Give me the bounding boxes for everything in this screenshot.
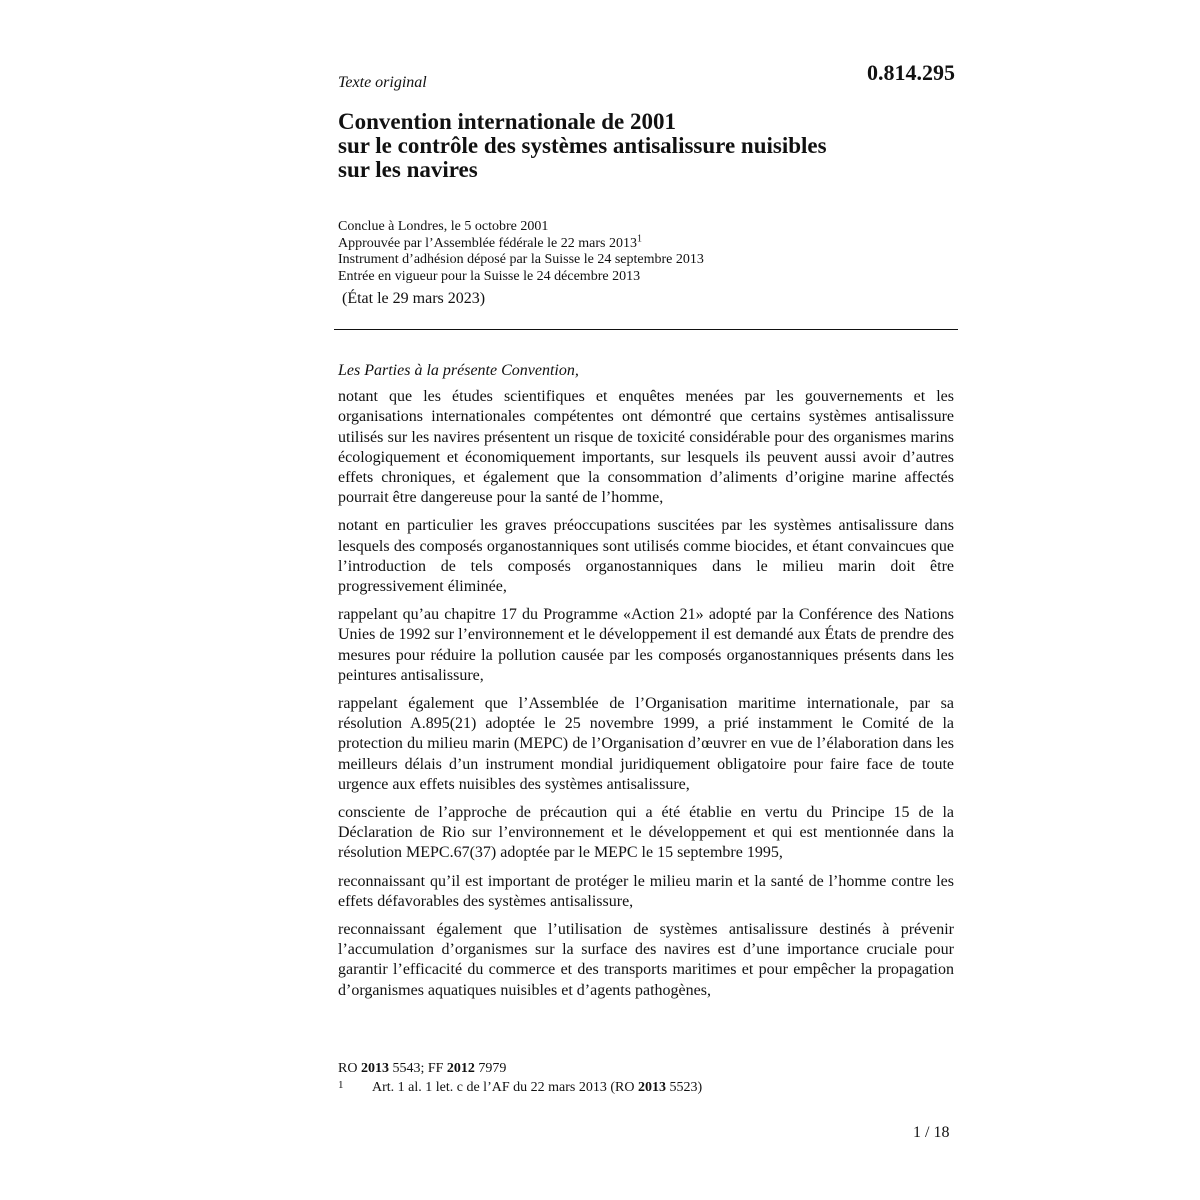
document-metadata xyxy=(338,219,704,285)
ro-year: 2013 xyxy=(360,1061,389,1076)
preamble-paragraph: rappelant également que l’Assemblée de l’Organisation maritime internationale, par sa résolution A.895(21) adoptée le 25 novembre 1999, a prié instamment le Comité de la protection du milieu marin (MEPC) de l’Organisation d’œuvrer en vue de l’élaboration dans les meilleurs délais d’un instrument mondial juridiquement obligatoire pour faire face de toute urgence aux effets nuisibles des systèmes antisalissure, xyxy=(338,695,954,793)
preamble xyxy=(338,361,954,1009)
title-line: sur les navires xyxy=(338,157,478,182)
approved-text: Approuvée par l’Assemblée fédérale le 22 mars 2013 xyxy=(338,235,637,251)
title-line: Convention internationale de 2001 xyxy=(338,109,676,134)
footnote xyxy=(338,1078,702,1097)
instrument-line: Instrument d’adhésion déposé par la Suisse le 24 septembre 2013 xyxy=(338,252,704,267)
footnotes xyxy=(338,1059,702,1097)
title-line: sur le contrôle des systèmes antisalissure nuisibles xyxy=(338,133,827,158)
footnote-number: 1 xyxy=(338,1079,344,1091)
page-number: 1 / 18 xyxy=(913,1124,950,1141)
concluded-line: Conclue à Londres, le 5 octobre 2001 xyxy=(338,219,549,234)
document-title xyxy=(338,110,938,182)
original-text-label: Texte original xyxy=(338,74,427,91)
preamble-paragraph: notant que les études scientifiques et enquêtes menées par les gouvernements et les organisations internationales compétentes ont démontré que certains systèmes antisalissure utilisés sur les navires présentent un risque de toxicité considérable pour des organismes marins écologiquement et économiquement importants, sur lesquels ils peuvent aussi avoir d’autres effets chroniques, et également que la consommation d’aliments d’origine marine affectés pourrait être dangereuse pour la santé de l’homme, xyxy=(338,388,954,507)
footnote-text-end: 5523) xyxy=(669,1080,703,1095)
preamble-paragraph: consciente de l’approche de précaution qui a été établie en vertu du Principe 15 de la Déclaration de Rio sur l’environnement et le développement et qui est mentionnée dans la résolution MEPC.67(37) adoptée par le MEPC le 15 septembre 1995, xyxy=(338,804,954,862)
preamble-intro: Les Parties à la présente Convention, xyxy=(338,362,579,379)
ff-year: 2012 xyxy=(446,1061,475,1076)
official-references xyxy=(338,1059,702,1078)
preamble-paragraph: notant en particulier les graves préoccupations suscitées par les systèmes antisalissure dans lesquels des composés organostanniques sont utilisés comme biocides, et étant convaincues que l’introduction de tels composés organostanniques dans le milieu marin doit être progressivement éliminée, xyxy=(338,517,954,596)
footnote-reference[interactable]: 1 xyxy=(636,232,642,244)
state-date: (État le 29 mars 2023) xyxy=(342,290,486,307)
approved-line xyxy=(338,232,704,253)
document-number: 0.814.295 xyxy=(867,60,955,85)
header-divider xyxy=(334,329,958,330)
ff-page: 7979 xyxy=(478,1061,507,1076)
preamble-paragraph: reconnaissant qu’il est important de protéger le milieu marin et la santé de l’homme contre les effets défavorables des systèmes antisalissure, xyxy=(338,872,954,910)
entry-into-force-line: Entrée en vigueur pour la Suisse le 24 décembre 2013 xyxy=(338,268,641,284)
ro-page: 5543; FF xyxy=(392,1061,444,1076)
preamble-paragraph: reconnaissant également que l’utilisation de systèmes antisalissure destinés à prévenir l’accumulation d’organismes sur la surface des navires est d’une importance cruciale pour garantir l’efficacité du commerce et des transports maritimes et pour empêcher la propagation d’organismes aquatiques nuisibles et d’agents pathogènes, xyxy=(338,921,954,999)
ro-label: RO xyxy=(338,1061,358,1076)
preamble-paragraph: rappelant qu’au chapitre 17 du Programme «Action 21» adopté par la Conférence des Nations Unies de 1992 sur l’environnement et le développement il est demandé aux États de prendre des mesures pour réduire la pollution causée par les composés organostanniques présents dans les peintures antisalissure, xyxy=(338,606,954,684)
footnote-year: 2013 xyxy=(637,1080,666,1095)
footnote-text: Art. 1 al. 1 let. c de l’AF du 22 mars 2013 (RO xyxy=(372,1080,635,1095)
